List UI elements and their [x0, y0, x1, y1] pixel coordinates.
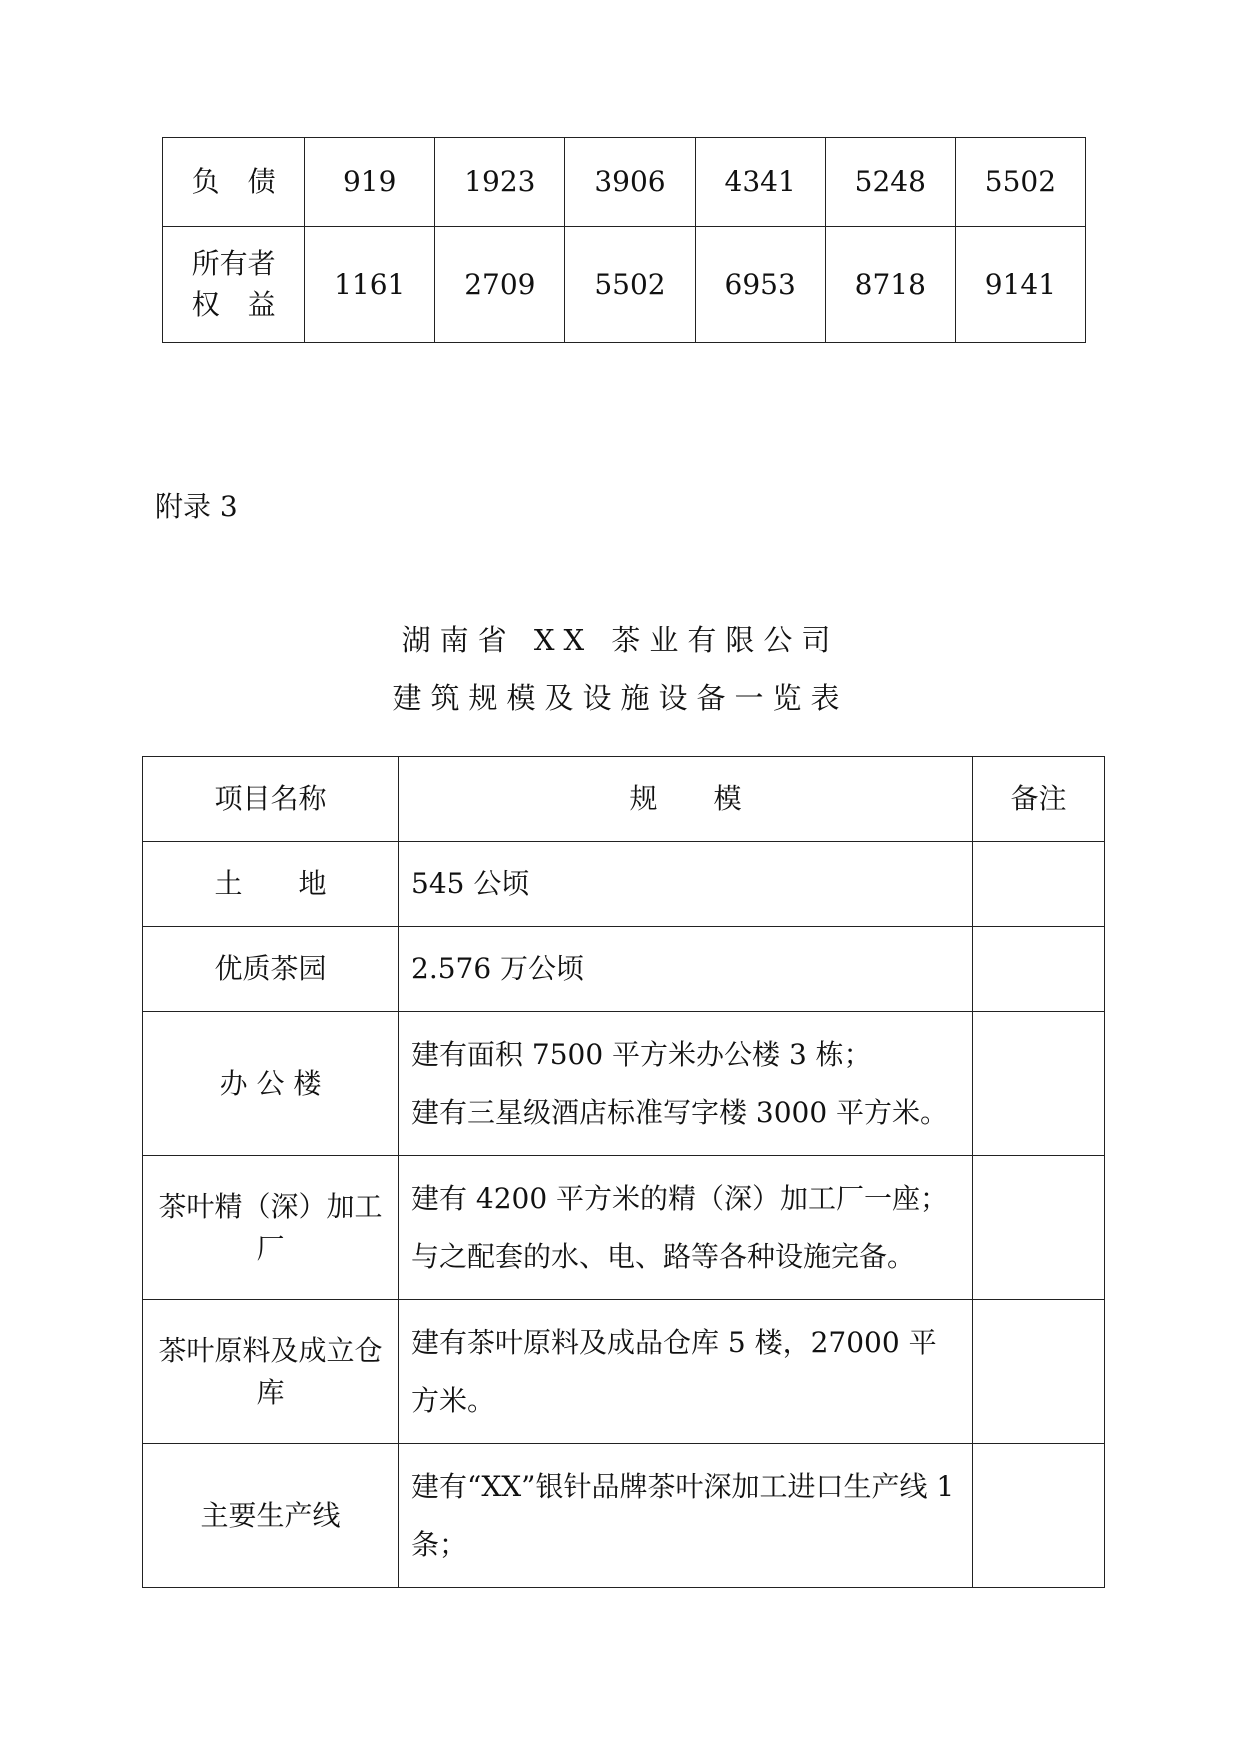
header-scale: 规 模	[399, 757, 973, 842]
project-name: 茶叶精（深）加工厂	[143, 1156, 399, 1300]
table-cell: 6953	[695, 227, 825, 343]
table-row	[163, 227, 1086, 343]
project-name: 土 地	[143, 842, 399, 927]
scale-line: 建有三星级酒店标准写字楼 3000 平方米。	[411, 1095, 949, 1129]
appendix-label: 附录 3	[155, 490, 238, 523]
header-note: 备注	[973, 757, 1105, 842]
project-scale	[399, 1444, 973, 1588]
table-header-row	[143, 757, 1105, 842]
project-scale	[399, 842, 973, 927]
project-name: 茶叶原料及成立仓库	[143, 1300, 399, 1444]
table-row	[143, 1300, 1105, 1444]
project-scale	[399, 927, 973, 1012]
scale-line: 建有“XX”银针品牌茶叶深加工进口生产线 1 条；	[411, 1469, 955, 1561]
table-cell: 3906	[565, 138, 695, 227]
project-note	[973, 1012, 1105, 1156]
document-title: 湖南省 XX 茶业有限公司	[401, 623, 840, 657]
table-cell: 4341	[695, 138, 825, 227]
scale-line: 建有 4200 平方米的精（深）加工厂一座；	[411, 1181, 949, 1215]
table-row	[143, 1012, 1105, 1156]
project-scale	[399, 1156, 973, 1300]
table-cell: 919	[305, 138, 435, 227]
project-note	[973, 1444, 1105, 1588]
table-cell: 2709	[435, 227, 565, 343]
row-label-liabilities: 负 债	[163, 138, 305, 227]
project-note	[973, 1300, 1105, 1444]
table-cell: 5502	[565, 227, 695, 343]
table-row	[143, 1156, 1105, 1300]
project-scale	[399, 1300, 973, 1444]
table-cell: 9141	[955, 227, 1085, 343]
project-note	[973, 842, 1105, 927]
scale-line: 与之配套的水、电、路等各种设施完备。	[411, 1239, 916, 1273]
row-label-equity	[163, 227, 305, 343]
table-cell: 1161	[305, 227, 435, 343]
project-note	[973, 927, 1105, 1012]
finance-table	[162, 137, 1086, 343]
project-name: 办 公 楼	[143, 1012, 399, 1156]
project-note	[973, 1156, 1105, 1300]
table-cell: 8718	[825, 227, 955, 343]
row-label-line: 权 益	[191, 287, 276, 321]
project-name: 主要生产线	[143, 1444, 399, 1588]
table-cell: 5248	[825, 138, 955, 227]
header-project-name: 项目名称	[143, 757, 399, 842]
scale-line: 2.576 万公顷	[411, 952, 585, 985]
row-label-line: 所有者	[191, 246, 276, 280]
table-row	[143, 1444, 1105, 1588]
table-row	[163, 138, 1086, 227]
scale-line: 545 公顷	[411, 867, 530, 900]
facility-table	[142, 756, 1105, 1588]
table-cell: 1923	[435, 138, 565, 227]
project-name: 优质茶园	[143, 927, 399, 1012]
project-scale	[399, 1012, 973, 1156]
scale-line: 建有面积 7500 平方米办公楼 3 栋；	[411, 1037, 872, 1071]
table-cell: 5502	[955, 138, 1085, 227]
table-row	[143, 927, 1105, 1012]
table-row	[143, 842, 1105, 927]
document-subtitle: 建筑规模及设施设备一览表	[392, 681, 849, 715]
scale-line: 建有茶叶原料及成品仓库 5 楼，27000 平方米。	[411, 1325, 937, 1417]
